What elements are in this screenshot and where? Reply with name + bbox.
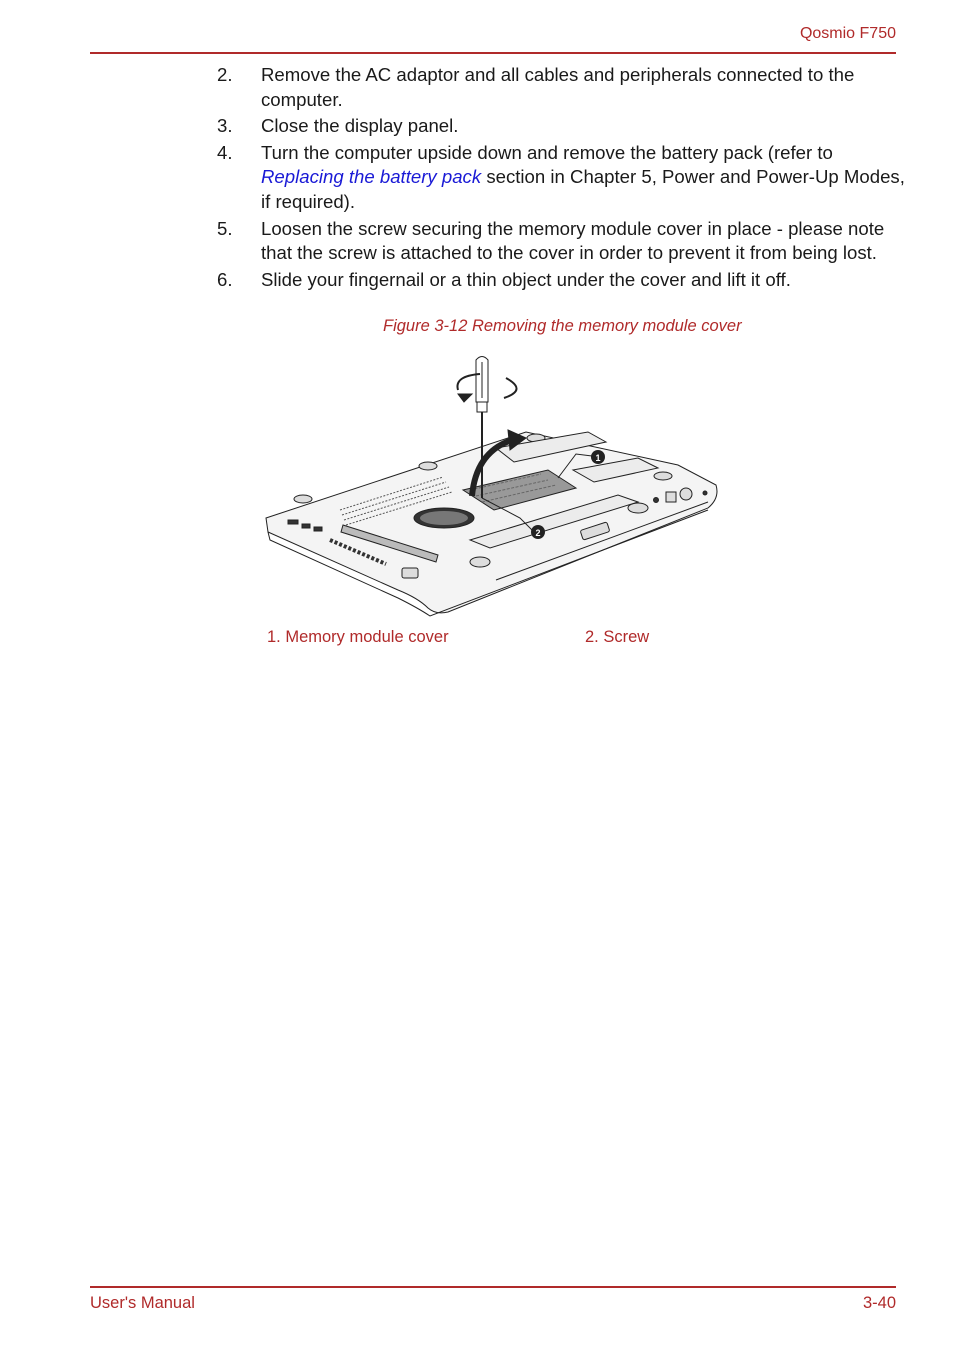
legend-screw: 2. Screw (585, 628, 650, 646)
step-number: 6. (217, 268, 233, 290)
step-text: Close the display panel. (261, 115, 459, 137)
rubber-foot (419, 462, 437, 470)
callout-1-label: 1 (595, 453, 601, 463)
step-number: 3. (217, 115, 233, 137)
step-text: Remove the AC adaptor and all cables and peripherals connected to the computer. (261, 64, 855, 110)
step-text-post: section in Chapter 5, Power and Power-Up Modes, if required). (261, 166, 905, 212)
step-2 (217, 63, 907, 112)
callout-2-label: 2 (535, 528, 541, 538)
rubber-foot (654, 472, 672, 480)
figure-caption: Figure 3-12 Removing the memory module cover (383, 317, 742, 335)
rubber-foot (470, 557, 490, 567)
instruction-list (217, 63, 907, 294)
laptop-base-outline (266, 432, 717, 613)
replacing-battery-pack-link[interactable]: Replacing the battery pack (261, 166, 482, 188)
footer-page-number: 3-40 (862, 1294, 896, 1312)
step-number: 2. (217, 64, 233, 85)
step-number: 4. (217, 141, 233, 163)
power-port (680, 488, 692, 500)
step-text-pre: Turn the computer upside down and remove the battery pack (refer to (261, 141, 833, 163)
legend-memory-module-cover: 1. Memory module cover (267, 628, 449, 646)
rubber-foot (294, 495, 312, 503)
callout-2 (531, 525, 545, 539)
step-4 (217, 141, 907, 215)
vga-port (402, 568, 418, 578)
step-5 (217, 217, 907, 266)
header-title: Qosmio F750 (799, 25, 896, 42)
step-3 (217, 114, 907, 139)
step-number: 5. (217, 217, 233, 239)
footer-manual-label: User's Manual (90, 1294, 195, 1312)
step-text: Slide your fingernail or a thin object under the cover and lift it off. (261, 268, 791, 290)
callout-1 (591, 450, 605, 464)
laptop-underside-illustration (258, 350, 728, 620)
step-6 (217, 268, 907, 293)
header-rule (90, 52, 896, 54)
lan-port (666, 492, 676, 502)
step-text: Loosen the screw securing the memory module cover in place - please note that the screw is attached to the cover in order to prevent it from being lost. (261, 217, 885, 264)
footer-rule (90, 1286, 896, 1288)
